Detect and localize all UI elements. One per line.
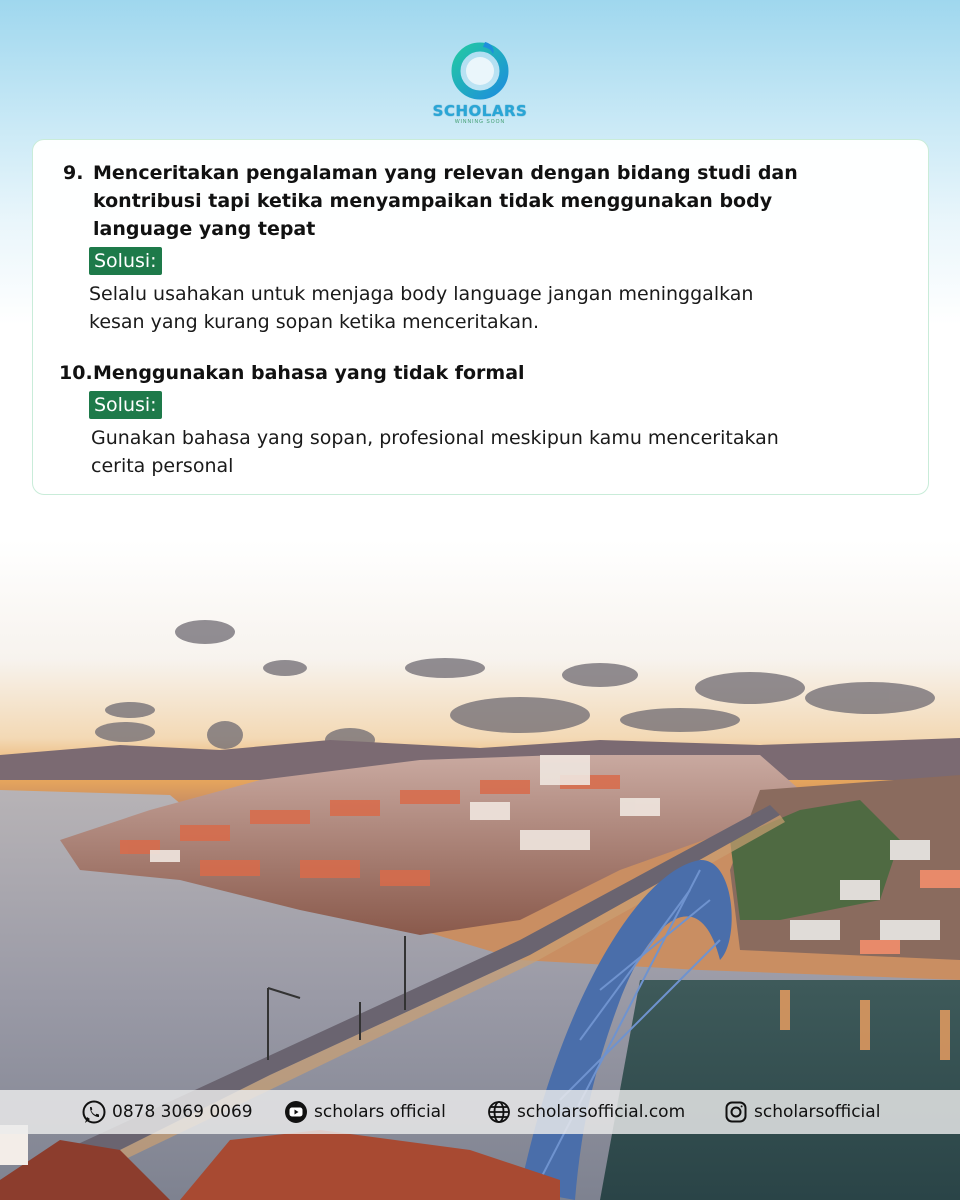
instagram-contact[interactable]: [722, 1098, 880, 1126]
globe-icon: [485, 1098, 513, 1126]
phone-number: 0878 3069 0069: [112, 1102, 253, 1122]
solution-text-line: cerita personal: [91, 455, 234, 477]
item-number: 9.: [63, 162, 84, 184]
phone-contact[interactable]: [80, 1098, 253, 1126]
solution-badge: Solusi:: [89, 391, 162, 419]
brand-name: SCHOLARS: [432, 102, 528, 120]
tips-card: [32, 139, 929, 495]
youtube-contact[interactable]: [282, 1098, 446, 1126]
instagram-icon: [722, 1098, 750, 1126]
solution-badge: Solusi:: [89, 247, 162, 275]
website-url: scholarsofficial.com: [517, 1102, 686, 1122]
item-title-line: Menggunakan bahasa yang tidak formal: [93, 362, 525, 384]
website-contact[interactable]: [485, 1098, 685, 1126]
solution-text-line: kesan yang kurang sopan ketika menceritakan.: [89, 311, 540, 333]
item-title-line: Menceritakan pengalaman yang relevan dengan bidang studi dan: [93, 162, 798, 184]
youtube-channel: scholars official: [314, 1102, 446, 1122]
whatsapp-icon: [80, 1098, 108, 1126]
youtube-icon: [282, 1098, 310, 1126]
solution-text-line: Selalu usahakan untuk menjaga body language jangan meninggalkan: [89, 283, 754, 305]
scholars-logo: [430, 38, 530, 128]
item-number: 10.: [59, 362, 93, 384]
brand-tagline: WINNING SOON: [454, 119, 506, 125]
instagram-handle: scholarsofficial: [754, 1102, 881, 1122]
item-title-line: kontribusi tapi ketika menyampaikan tidak menggunakan body: [93, 190, 773, 212]
solution-text-line: Gunakan bahasa yang sopan, profesional meskipun kamu menceritakan: [91, 427, 779, 449]
item-title-line: language yang tepat: [93, 218, 316, 240]
logo-ring-icon: [449, 38, 511, 100]
contact-bar: [0, 1090, 960, 1134]
